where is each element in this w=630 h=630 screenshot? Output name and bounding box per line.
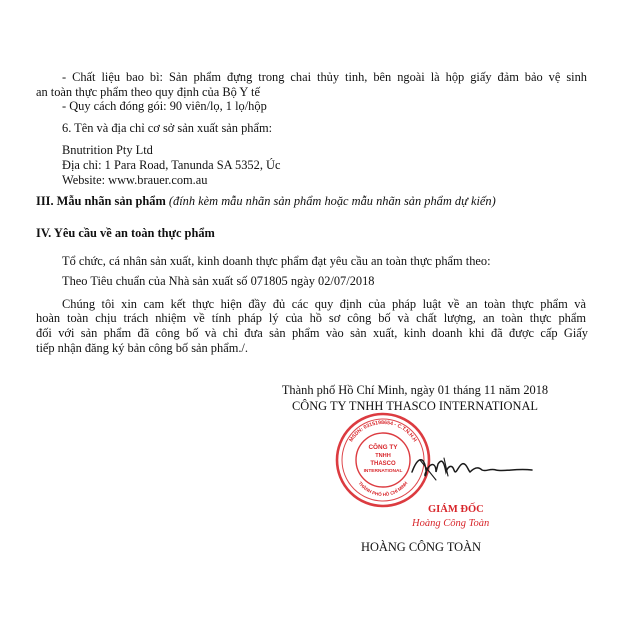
commitment-line1: Chúng tôi xin cam kết thực hiện đầy đủ các quy định của pháp luật về an toàn thực phẩm và xyxy=(62,297,586,311)
manufacturer-name: Bnutrition Pty Ltd xyxy=(62,143,153,157)
packaging-material-line2: an toàn thực phẩm theo quy định của Bộ Y tế xyxy=(36,85,260,99)
company-name: CÔNG TY TNHH THASCO INTERNATIONAL xyxy=(292,399,538,413)
safety-standard: Theo Tiêu chuẩn của Nhà sản xuất số 071805 ngày 02/07/2018 xyxy=(62,274,375,288)
handwritten-signature xyxy=(408,450,538,490)
director-title: GIÁM ĐỐC xyxy=(428,504,484,515)
manufacturer-website: Website: www.brauer.com.au xyxy=(62,173,208,187)
section-safety-heading: IV. Yêu cầu về an toàn thực phẩm xyxy=(36,226,215,240)
manufacturer-heading: 6. Tên và địa chỉ cơ sở sản xuất sản phẩm: xyxy=(62,121,273,135)
section-label-heading: III. Mẫu nhãn sản phẩm xyxy=(36,194,166,208)
section-label-line xyxy=(36,193,496,209)
stamp-ring-bottom: THÀNH PHỐ HỒ CHÍ MINH xyxy=(357,480,409,498)
stamp-line-4: INTERNATIONAL xyxy=(363,469,403,474)
commitment-line4: tiếp nhận đăng ký bản công bố sản phẩm./. xyxy=(36,341,248,355)
director-name-italic: Hoàng Công Toàn xyxy=(412,518,490,529)
director-name: HOÀNG CÔNG TOÀN xyxy=(361,540,482,554)
stamp-line-3: THASCO xyxy=(370,461,396,467)
packaging-spec: - Quy cách đóng gói: 90 viên/lọ, 1 lọ/hộp xyxy=(62,99,267,113)
section-label-note: (đính kèm mẫu nhãn sản phẩm hoặc mẫu nhãn sản phẩm dự kiến) xyxy=(168,194,496,208)
safety-intro: Tổ chức, cá nhân sản xuất, kinh doanh thực phẩm đạt yêu cầu an toàn thực phẩm theo: xyxy=(62,254,491,268)
stamp-line-2: TNHH xyxy=(375,453,391,459)
manufacturer-address: Địa chỉ: 1 Para Road, Tanunda SA 5352, Úc xyxy=(62,158,281,172)
place-date: Thành phố Hồ Chí Minh, ngày 01 tháng 11 năm 2018 xyxy=(281,383,549,397)
stamp-ring-top: MSDN: 0315198654 - C.T.N.H.H xyxy=(348,419,418,444)
stamp-line-1: CÔNG TY xyxy=(368,444,398,451)
packaging-material-line1: - Chất liệu bao bì: Sản phẩm đựng trong chai thủy tinh, bên ngoài là hộp giấy đảm bảo vệ sinh xyxy=(62,70,587,84)
commitment-line2: hoàn toàn chịu trách nhiệm về tính pháp lý của hồ sơ công bố và chất lượng, an toàn thực phẩm xyxy=(36,311,586,325)
commitment-line3: đối với sản phẩm đã công bố và chỉ đưa sản phẩm vào sản xuất, kinh doanh khi đã được cấp Giấy xyxy=(36,326,588,340)
